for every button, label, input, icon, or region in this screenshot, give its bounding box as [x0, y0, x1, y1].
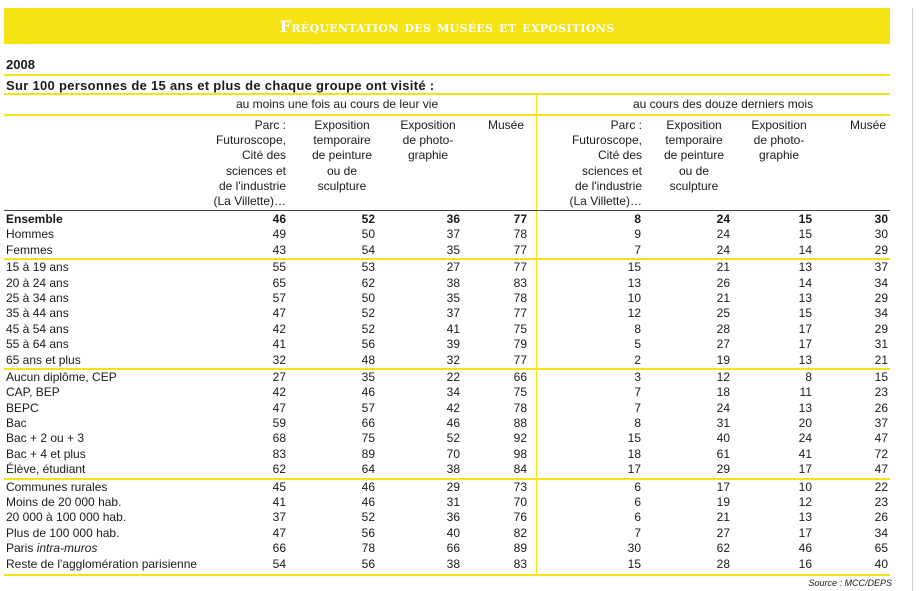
- table-cell: 15: [874, 369, 888, 384]
- table-cell: 14: [798, 242, 812, 257]
- table-row: [0, 462, 924, 477]
- table-cell: 78: [513, 227, 527, 242]
- table-cell: 73: [513, 479, 527, 494]
- table-cell: 17: [627, 462, 641, 477]
- table-cell: 15: [798, 212, 812, 226]
- table-cell: 92: [513, 431, 527, 446]
- table-cell: 83: [272, 446, 286, 461]
- table-cell: 17: [798, 525, 812, 540]
- table-cell: 46: [361, 495, 375, 510]
- row-label: CAP, BEP: [6, 385, 60, 400]
- header-rule: [4, 210, 890, 211]
- table-row: [0, 322, 924, 337]
- column-header-exposition-peinture-12-months: Exposition temporaire de peinture ou de sculpture: [663, 118, 725, 193]
- row-label: 45 à 54 ans: [6, 321, 69, 336]
- table-cell: 83: [513, 275, 527, 290]
- table-cell: 64: [361, 462, 375, 477]
- table-cell: 61: [716, 446, 730, 461]
- table-cell: 13: [798, 400, 812, 415]
- table-cell: 6: [634, 510, 641, 525]
- table-cell: 23: [874, 495, 888, 510]
- table-cell: 6: [634, 495, 641, 510]
- table-cell: 47: [272, 525, 286, 540]
- table-row: [0, 480, 924, 495]
- table-cell: 46: [798, 541, 812, 556]
- year-label: 2008: [6, 57, 35, 72]
- table-row: [0, 370, 924, 385]
- table-cell: 35: [446, 290, 460, 305]
- table-cell: 65: [272, 275, 286, 290]
- row-label: 20 000 à 100 000 hab.: [6, 510, 127, 525]
- table-cell: 26: [874, 400, 888, 415]
- table-row: [0, 337, 924, 352]
- row-label: Bac: [6, 416, 27, 431]
- table-cell: 23: [874, 385, 888, 400]
- table-cell: 76: [513, 510, 527, 525]
- divider: [4, 114, 890, 116]
- table-cell: 42: [446, 400, 460, 415]
- data-table: [0, 212, 924, 572]
- table-cell: 18: [627, 446, 641, 461]
- table-cell: 17: [798, 321, 812, 336]
- table-cell: 79: [513, 337, 527, 352]
- table-cell: 26: [874, 510, 888, 525]
- table-cell: 17: [716, 479, 730, 494]
- table-row: [0, 401, 924, 416]
- table-cell: 41: [798, 446, 812, 461]
- table-cell: 32: [272, 352, 286, 367]
- table-cell: 28: [716, 321, 730, 336]
- table-row: [0, 447, 924, 462]
- row-label: 65 ans et plus: [6, 352, 81, 367]
- table-cell: 47: [272, 306, 286, 321]
- table-cell: 21: [716, 260, 730, 275]
- table-cell: 15: [798, 306, 812, 321]
- table-cell: 29: [874, 242, 888, 257]
- table-cell: 12: [798, 495, 812, 510]
- table-cell: 88: [513, 416, 527, 431]
- table-cell: 82: [513, 525, 527, 540]
- table-cell: 35: [446, 242, 460, 257]
- row-label: Élève, étudiant: [6, 462, 86, 477]
- table-cell: 62: [272, 462, 286, 477]
- table-cell: 8: [634, 416, 641, 431]
- table-cell: 15: [798, 227, 812, 242]
- table-cell: 27: [272, 369, 286, 384]
- table-row: [0, 526, 924, 541]
- table-cell: 77: [513, 242, 527, 257]
- table-cell: 49: [272, 227, 286, 242]
- row-label: Paris intra-muros: [6, 541, 98, 556]
- table-cell: 42: [272, 321, 286, 336]
- table-row: [0, 353, 924, 368]
- table-cell: 13: [798, 510, 812, 525]
- table-cell: 9: [634, 227, 641, 242]
- row-label: Femmes: [6, 242, 53, 257]
- table-cell: 70: [446, 446, 460, 461]
- table-cell: 25: [716, 306, 730, 321]
- table-cell: 29: [446, 479, 460, 494]
- table-cell: 31: [716, 416, 730, 431]
- table-cell: 17: [798, 337, 812, 352]
- table-cell: 16: [798, 556, 812, 571]
- table-cell: 84: [513, 462, 527, 477]
- table-cell: 34: [874, 525, 888, 540]
- row-label: Communes rurales: [6, 479, 108, 494]
- table-cell: 78: [361, 541, 375, 556]
- column-header-exposition-photo-12-months: Exposition de photo- graphie: [751, 118, 807, 163]
- table-cell: 78: [513, 290, 527, 305]
- row-label: Reste de l'agglomération parisienne: [6, 556, 198, 571]
- divider: [4, 574, 890, 576]
- table-cell: 35: [361, 369, 375, 384]
- table-cell: 24: [716, 242, 730, 257]
- column-header-exposition-photo-lifetime: Exposition de photo- graphie: [400, 118, 456, 163]
- table-cell: 62: [361, 275, 375, 290]
- table-cell: 52: [361, 212, 375, 226]
- title-banner: [4, 8, 890, 44]
- table-cell: 62: [716, 541, 730, 556]
- table-cell: 78: [513, 400, 527, 415]
- table-cell: 24: [716, 212, 730, 226]
- table-cell: 36: [446, 510, 460, 525]
- table-cell: 28: [716, 556, 730, 571]
- table-cell: 37: [874, 260, 888, 275]
- table-cell: 52: [446, 431, 460, 446]
- table-cell: 29: [874, 290, 888, 305]
- table-cell: 13: [798, 290, 812, 305]
- table-cell: 42: [272, 385, 286, 400]
- table-cell: 45: [272, 479, 286, 494]
- table-row: [0, 260, 924, 275]
- table-cell: 66: [446, 541, 460, 556]
- table-row: [0, 416, 924, 431]
- table-cell: 31: [874, 337, 888, 352]
- table-cell: 40: [446, 525, 460, 540]
- table-cell: 6: [634, 479, 641, 494]
- table-cell: 38: [446, 275, 460, 290]
- table-cell: 52: [361, 321, 375, 336]
- table-cell: 34: [874, 306, 888, 321]
- table-cell: 36: [446, 212, 460, 226]
- table-cell: 57: [272, 290, 286, 305]
- divider: [4, 93, 890, 95]
- table-cell: 38: [446, 462, 460, 477]
- table-cell: 66: [272, 541, 286, 556]
- table-cell: 34: [446, 385, 460, 400]
- table-cell: 77: [513, 352, 527, 367]
- table-row: [0, 276, 924, 291]
- table-cell: 37: [874, 416, 888, 431]
- divider: [4, 74, 890, 76]
- table-cell: 3: [634, 369, 641, 384]
- table-row: [0, 385, 924, 400]
- column-header-exposition-peinture-lifetime: Exposition temporaire de peinture ou de sculpture: [311, 118, 373, 193]
- table-subtitle: Sur 100 personnes de 15 ans et plus de chaque groupe ont visité :: [6, 78, 435, 93]
- table-cell: 75: [513, 385, 527, 400]
- table-row: [0, 291, 924, 306]
- table-row: [0, 227, 924, 242]
- table-cell: 32: [446, 352, 460, 367]
- table-cell: 31: [446, 495, 460, 510]
- table-cell: 12: [627, 306, 641, 321]
- group-label-lifetime: au moins une fois au cours de leur vie: [236, 97, 439, 111]
- source-note: Source : MCC/DEPS: [808, 578, 892, 588]
- table-cell: 54: [272, 556, 286, 571]
- table-cell: 34: [874, 275, 888, 290]
- table-cell: 56: [361, 556, 375, 571]
- table-cell: 13: [798, 260, 812, 275]
- table-cell: 5: [634, 337, 641, 352]
- table-cell: 65: [874, 541, 888, 556]
- table-cell: 15: [627, 260, 641, 275]
- column-header-parc-12-months: Parc : Futuroscope, Cité des sciences et de l'industrie (La Villette)…: [569, 118, 642, 209]
- column-header-musee-lifetime: Musée: [487, 118, 525, 132]
- table-cell: 50: [361, 227, 375, 242]
- row-label: 20 à 24 ans: [6, 275, 69, 290]
- table-cell: 59: [272, 416, 286, 431]
- table-cell: 22: [446, 369, 460, 384]
- table-cell: 46: [272, 212, 286, 226]
- table-cell: 14: [798, 275, 812, 290]
- table-cell: 57: [361, 400, 375, 415]
- table-cell: 30: [874, 212, 888, 226]
- table-cell: 13: [627, 275, 641, 290]
- table-cell: 41: [446, 321, 460, 336]
- table-cell: 29: [874, 321, 888, 336]
- table-cell: 13: [798, 352, 812, 367]
- table-cell: 66: [513, 369, 527, 384]
- table-cell: 30: [874, 227, 888, 242]
- row-label: 55 à 64 ans: [6, 337, 69, 352]
- table-cell: 46: [361, 385, 375, 400]
- table-cell: 8: [634, 321, 641, 336]
- row-label: Aucun diplôme, CEP: [6, 369, 117, 384]
- table-cell: 40: [874, 556, 888, 571]
- page-title: Fréquentation des musées et expositions: [279, 16, 615, 36]
- table-cell: 7: [634, 385, 641, 400]
- table-cell: 26: [716, 275, 730, 290]
- table-cell: 55: [272, 260, 286, 275]
- table-cell: 98: [513, 446, 527, 461]
- table-cell: 54: [361, 242, 375, 257]
- table-cell: 75: [361, 431, 375, 446]
- table-cell: 18: [716, 385, 730, 400]
- table-cell: 24: [716, 227, 730, 242]
- table-cell: 29: [716, 462, 730, 477]
- table-cell: 10: [798, 479, 812, 494]
- table-row: [0, 306, 924, 321]
- table-cell: 56: [361, 525, 375, 540]
- table-cell: 89: [361, 446, 375, 461]
- table-cell: 2: [634, 352, 641, 367]
- column-header-parc-lifetime: Parc : Futuroscope, Cité des sciences et de l'industrie (La Villette)…: [213, 118, 286, 209]
- table-cell: 30: [627, 541, 641, 556]
- table-cell: 27: [716, 525, 730, 540]
- table-cell: 56: [361, 337, 375, 352]
- table-cell: 89: [513, 541, 527, 556]
- table-cell: 7: [634, 400, 641, 415]
- row-label: Moins de 20 000 hab.: [6, 495, 122, 510]
- table-cell: 66: [361, 416, 375, 431]
- table-cell: 21: [874, 352, 888, 367]
- row-label: Hommes: [6, 227, 55, 242]
- table-cell: 43: [272, 242, 286, 257]
- table-cell: 40: [716, 431, 730, 446]
- table-cell: 10: [627, 290, 641, 305]
- table-row: [0, 431, 924, 446]
- table-cell: 8: [634, 212, 641, 226]
- table-cell: 20: [798, 416, 812, 431]
- table-cell: 70: [513, 495, 527, 510]
- row-label: Bac + 4 et plus: [6, 446, 86, 461]
- table-cell: 52: [361, 306, 375, 321]
- table-cell: 47: [272, 400, 286, 415]
- table-cell: 21: [716, 290, 730, 305]
- row-label: BEPC: [6, 400, 39, 415]
- table-cell: 21: [716, 510, 730, 525]
- table-cell: 37: [272, 510, 286, 525]
- table-row: [0, 243, 924, 258]
- table-row: [0, 212, 924, 227]
- row-label: 25 à 34 ans: [6, 290, 69, 305]
- table-cell: 75: [513, 321, 527, 336]
- row-label: Ensemble: [6, 212, 63, 226]
- table-cell: 7: [634, 525, 641, 540]
- table-cell: 41: [272, 337, 286, 352]
- table-cell: 8: [805, 369, 812, 384]
- table-cell: 77: [513, 212, 527, 226]
- table-cell: 17: [798, 462, 812, 477]
- table-cell: 83: [513, 556, 527, 571]
- row-label: 35 à 44 ans: [6, 306, 69, 321]
- table-cell: 11: [799, 385, 812, 400]
- table-row: [0, 495, 924, 510]
- table-cell: 50: [361, 290, 375, 305]
- table-cell: 37: [446, 306, 460, 321]
- table-cell: 27: [446, 260, 460, 275]
- table-cell: 47: [874, 462, 888, 477]
- table-cell: 24: [716, 400, 730, 415]
- row-label: Bac + 2 ou + 3: [6, 431, 85, 446]
- table-cell: 19: [716, 495, 730, 510]
- table-cell: 52: [361, 510, 375, 525]
- column-header-musee-12-months: Musée: [849, 118, 887, 132]
- table-row: [0, 510, 924, 525]
- table-cell: 41: [272, 495, 286, 510]
- table-cell: 7: [634, 242, 641, 257]
- table-cell: 46: [446, 416, 460, 431]
- table-cell: 22: [874, 479, 888, 494]
- row-label: 15 à 19 ans: [6, 260, 69, 275]
- group-label-last-12-months: au cours des douze derniers mois: [633, 97, 814, 111]
- table-cell: 15: [627, 431, 641, 446]
- table-cell: 24: [798, 431, 812, 446]
- table-cell: 19: [716, 352, 730, 367]
- table-cell: 77: [513, 306, 527, 321]
- table-cell: 15: [627, 556, 641, 571]
- table-row: [0, 557, 924, 572]
- table-cell: 77: [513, 260, 527, 275]
- table-cell: 38: [446, 556, 460, 571]
- table-cell: 46: [361, 479, 375, 494]
- table-cell: 48: [361, 352, 375, 367]
- table-cell: 27: [716, 337, 730, 352]
- table-row: [0, 541, 924, 556]
- table-cell: 12: [716, 369, 730, 384]
- table-cell: 47: [874, 431, 888, 446]
- table-cell: 37: [446, 227, 460, 242]
- row-label: Plus de 100 000 hab.: [6, 525, 120, 540]
- table-cell: 53: [361, 260, 375, 275]
- table-cell: 68: [272, 431, 286, 446]
- table-cell: 72: [874, 446, 888, 461]
- table-cell: 39: [446, 337, 460, 352]
